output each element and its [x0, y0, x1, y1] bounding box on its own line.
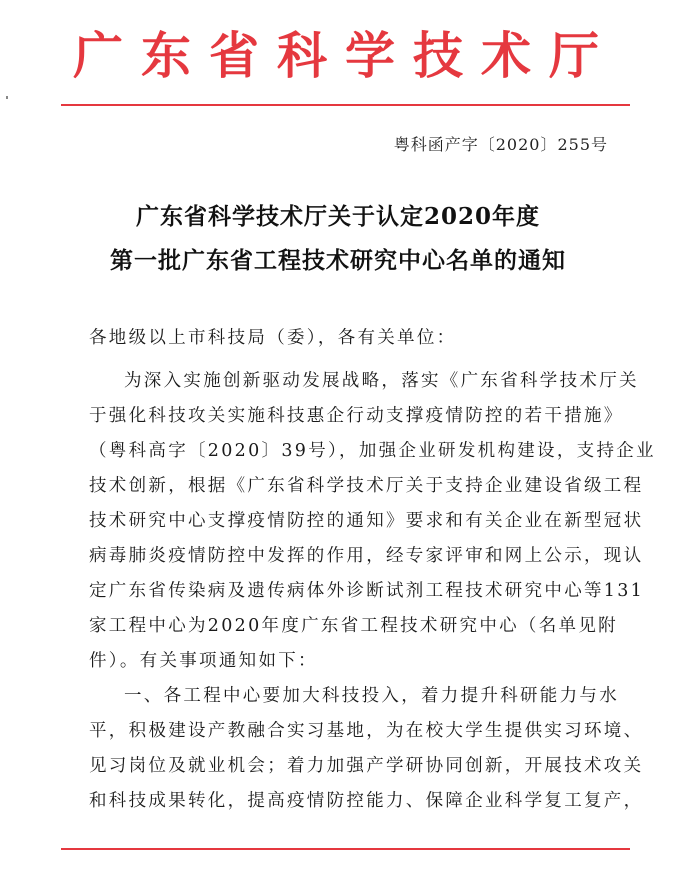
body-line: 一、各工程中心要加大科技投入，着力提升科研能力与水: [124, 686, 619, 706]
body-line: 技术研究中心支撑疫情防控的通知》要求和有关企业在新型冠状: [89, 511, 644, 531]
body-line: 定广东省传染病及遗传病体外诊断试剂工程技术研究中心等131: [89, 581, 645, 601]
body-line: 见习岗位及就业机会；着力加强产学研协同创新，开展技术攻关: [89, 756, 644, 776]
body-line: 件）。有关事项通知如下：: [89, 651, 318, 671]
body-line: 于强化科技攻关实施科技惠企行动支撑疫情防控的若干措施》: [89, 406, 624, 426]
body-line: 为深入实施创新驱动发展战略，落实《广东省科学技术厅关: [124, 371, 639, 391]
body-line: 和科技成果转化，提高疫情防控能力、保障企业科学复工复产，: [89, 791, 644, 811]
body-line: 家工程中心为2020年度广东省工程技术研究中心（名单见附: [89, 616, 618, 636]
document-title-line-1: 广东省科学技术厅关于认定2020年度: [135, 203, 540, 230]
footer-red-rule: [61, 848, 630, 850]
body-line: 技术创新，根据《广东省科学技术厅关于支持企业建设省级工程: [89, 476, 644, 496]
salutation: 各地级以上市科技局（委），各有关单位：: [89, 328, 457, 348]
agency-masthead: 广东省科学技术厅: [73, 26, 617, 85]
body-line: （粤科高字〔2020〕39号），加强企业研发机构建设，支持企业: [89, 441, 656, 461]
document-title-line-2: 第一批广东省工程技术研究中心名单的通知: [110, 247, 566, 274]
body-line: 病毒肺炎疫情防控中发挥的作用，经专家评审和网上公示，现认: [89, 546, 644, 566]
masthead-red-rule: [61, 104, 630, 106]
scan-speck: [6, 96, 8, 99]
body-line: 平，积极建设产教融合实习基地，为在校大学生提供实习环境、: [89, 721, 644, 741]
document-number: 粤科函产字〔2020〕255号: [393, 135, 608, 154]
